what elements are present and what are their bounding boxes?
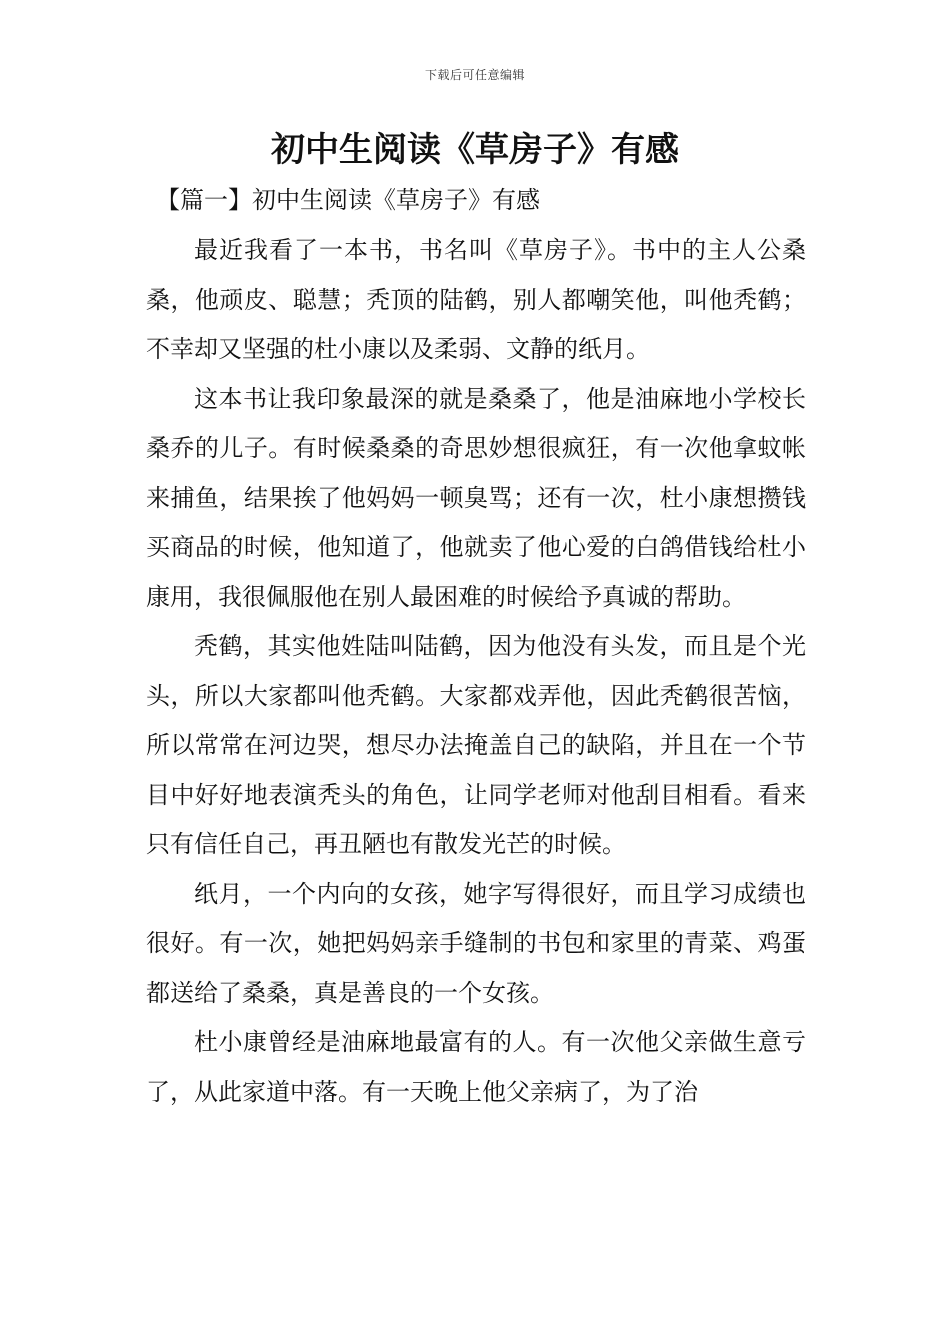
body-text [146,226,806,1117]
paragraph: 纸月，一个内向的女孩，她字写得很好，而且学习成绩也很好。有一次，她把妈妈亲手缝制的书包和家里的青菜、鸡蛋都送给了桑桑，真是善良的一个女孩。 [146,879,806,1007]
section-heading: 【篇一】初中生阅读《草房子》有感 [156,186,540,214]
paragraph: 秃鹤，其实他姓陆叫陆鹤，因为他没有头发，而且是个光头，所以大家都叫他秃鹤。大家都戏弄他，因此秃鹤很苦恼，所以常常在河边哭，想尽办法掩盖自己的缺陷，并且在一个节目中好好地表演秃头的角色，让同学老师对他刮目相看。看来只有信任自己，再丑陋也有散发光芒的时候。 [146,632,806,858]
paragraph: 最近我看了一本书，书名叫《草房子》。书中的主人公桑桑，他顽皮、聪慧；秃顶的陆鹤，别人都嘲笑他，叫他秃鹤；不幸却又坚强的杜小康以及柔弱、文静的纸月。 [146,236,806,363]
paragraph: 杜小康曾经是油麻地最富有的人。有一次他父亲做生意亏了，从此家道中落。有一天晚上他父亲病了，为了治 [146,1028,806,1106]
paragraph: 这本书让我印象最深的就是桑桑了，他是油麻地小学校长桑乔的儿子。有时候桑桑的奇思妙想很疯狂，有一次他拿蚊帐来捕鱼，结果挨了他妈妈一顿臭骂；还有一次，杜小康想攒钱买商品的时候，他知道了，他就卖了他心爱的白鸽借钱给杜小康用，我很佩服他在别人最困难的时候给予真诚的帮助。 [146,384,806,611]
header-note: 下载后可任意编辑 [424,68,525,82]
document-title: 初中生阅读《草房子》有感 [271,130,679,170]
